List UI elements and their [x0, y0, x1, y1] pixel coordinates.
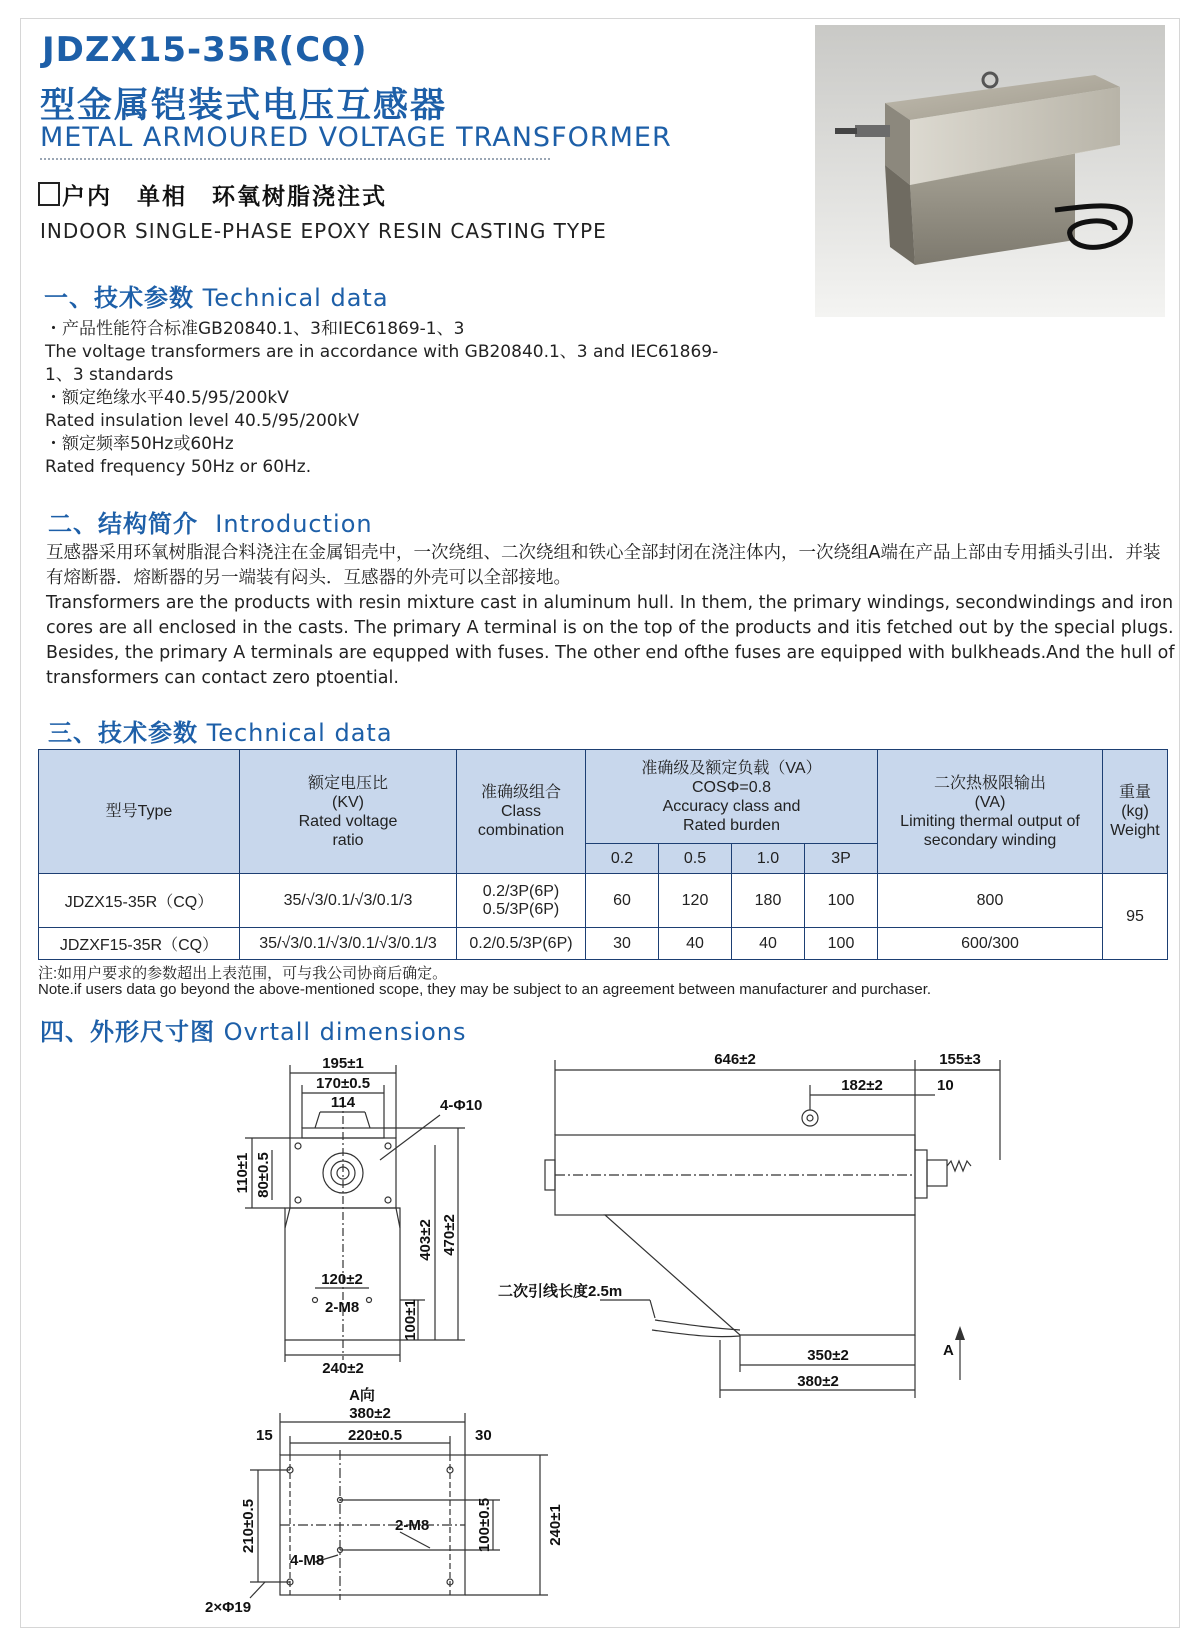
dim-front-100: 100±1	[402, 1299, 419, 1341]
dim-front-80: 80±0.5	[255, 1152, 272, 1198]
dim-front-403: 403±2	[417, 1219, 434, 1261]
dim-bottom-2phi19: 2×Φ19	[205, 1599, 252, 1616]
acc-class-3p: 3P	[805, 844, 878, 874]
note-cn: 注:如用户要求的参数超出上表范围，可与我公司协商后确定。	[38, 965, 448, 982]
spec-line: The voltage transformers are in accordance with GB20840.1、3 and IEC61869-	[45, 342, 719, 362]
dim-bottom-100: 100±0.5	[476, 1497, 493, 1553]
dim-bottom-240: 240±1	[547, 1504, 564, 1546]
subtitle-cn: 户内 单相 环氧树脂浇注式	[38, 178, 387, 211]
dim-bottom-4m8: 4-M8	[290, 1552, 325, 1569]
section3-heading: 三、技术参数 Technical data	[48, 719, 393, 747]
dim-front-170: 170±0.5	[315, 1075, 371, 1092]
section2-heading: 二、结构简介 Introduction	[48, 510, 373, 538]
dim-front-120: 120±2	[321, 1271, 363, 1288]
spec-line: ・产品性能符合标准GB20840.1、3和IEC61869-1、3	[45, 319, 465, 339]
dim-front-4phi10: 4-Φ10	[440, 1097, 483, 1114]
title-cn: 型金属铠装式电压互感器	[40, 86, 448, 126]
acc-class-02: 0.2	[586, 844, 659, 874]
introduction-text	[46, 541, 1176, 691]
model-number: JDZX15-35R(CQ)	[42, 30, 368, 70]
table-row: JDZXF15-35R（CQ） 35/√3/0.1/√3/0.1/√3/0.1/3 0.2/0.5/3P(6P) 30 40 40 100 600/300	[39, 928, 1168, 960]
intro-en: Transformers are the products with resin mixture cast in aluminum hull. In them, the primary windings, secondwindings and iron cores are all enclosed in the casts. The primary A terminal is on the top of the products and itis fetched out by the special plugs. Besides, the primary A terminals are equpped with fuses. The other end ofthe fuses are equipped with bulkheads.And the hull of transformers can contact zero ptoential.	[46, 593, 1175, 688]
dim-side-646: 646±2	[714, 1051, 756, 1068]
spec-line: 1、3 standards	[45, 365, 174, 385]
secondary-lead-length: 二次引线长度2.5m	[498, 1283, 623, 1300]
col-class: 准确级组合 Class combination	[457, 750, 586, 874]
acc-class-10: 1.0	[732, 844, 805, 874]
dim-side-155: 155±3	[939, 1051, 981, 1068]
col-type: 型号Type	[39, 750, 240, 874]
dim-side-10: 10	[937, 1077, 954, 1094]
dim-front-240: 240±2	[322, 1360, 364, 1377]
col-ratio: 额定电压比 (KV) Rated voltage ratio	[240, 750, 457, 874]
title-divider	[40, 158, 550, 160]
dim-bottom-210: 210±0.5	[240, 1498, 257, 1554]
dim-front-110: 110±1	[234, 1152, 251, 1194]
front-view-outline	[285, 1100, 400, 1360]
dim-bottom-2m8: 2-M8	[395, 1517, 430, 1534]
col-thermal: 二次热极限输出 (VA) Limiting thermal output of secondary winding	[878, 750, 1103, 874]
acc-class-05: 0.5	[659, 844, 732, 874]
product-photo	[815, 25, 1165, 317]
dimension-drawings	[0, 1040, 1200, 1630]
table-row: JDZX15-35R（CQ） 35/√3/0.1/√3/0.1/3 0.2/3P(6P) 0.5/3P(6P) 60 120 180 100 800 95	[39, 874, 1168, 928]
dim-bottom-380: 380±2	[349, 1405, 391, 1422]
col-accuracy: 准确级及额定负载（VA） COSΦ=0.8 Accuracy class and Rated burden	[586, 750, 878, 844]
col-weight: 重量 (kg) Weight	[1103, 750, 1168, 874]
spec-line: Rated frequency 50Hz or 60Hz.	[45, 457, 312, 477]
title-en: METAL ARMOURED VOLTAGE TRANSFORMER	[40, 122, 672, 153]
bottom-view-label: A向	[349, 1387, 375, 1404]
dim-front-195: 195±1	[322, 1055, 364, 1072]
dim-bottom-15: 15	[256, 1427, 273, 1444]
dim-front-470: 470±2	[441, 1214, 458, 1256]
dim-side-350: 350±2	[807, 1347, 849, 1364]
spec-table	[38, 749, 1168, 960]
checkbox-icon	[38, 182, 60, 206]
side-view-outline	[545, 1110, 971, 1337]
dim-front-2m8: 2-M8	[325, 1299, 360, 1316]
section1-heading: 一、技术参数 Technical data	[44, 284, 389, 312]
intro-cn: 互感器采用环氧树脂混合料浇注在金属铝壳中，一次绕组、二次绕组和铁心全部封闭在浇注体内，一次绕组A端在产品上部由专用插头引出．并装有熔断器．熔断器的另一端装有闷头．互感器的外壳可以全部接地。	[46, 543, 1161, 588]
section4-heading: 四、外形尺寸图 Ovrtall dimensions	[40, 1018, 467, 1046]
weight-value: 95	[1103, 874, 1168, 960]
spec-line: Rated insulation level 40.5/95/200kV	[45, 411, 360, 431]
dim-side-380: 380±2	[797, 1373, 839, 1390]
view-a-arrow-label: A	[943, 1342, 954, 1359]
dim-front-114: 114	[330, 1094, 356, 1111]
section1-body	[45, 318, 718, 479]
subtitle-en: INDOOR SINGLE-PHASE EPOXY RESIN CASTING TYPE	[40, 219, 607, 243]
note-en: Note.if users data go beyond the above-mentioned scope, they may be subject to an agreement between manufacturer and purchaser.	[38, 981, 932, 998]
dim-bottom-30: 30	[475, 1427, 492, 1444]
spec-line: ・额定频率50Hz或60Hz	[45, 434, 234, 454]
dim-bottom-220: 220±0.5	[347, 1427, 403, 1444]
bottom-view-outline	[280, 1450, 465, 1600]
dim-side-182: 182±2	[841, 1077, 883, 1094]
spec-line: ・额定绝缘水平40.5/95/200kV	[45, 388, 289, 408]
